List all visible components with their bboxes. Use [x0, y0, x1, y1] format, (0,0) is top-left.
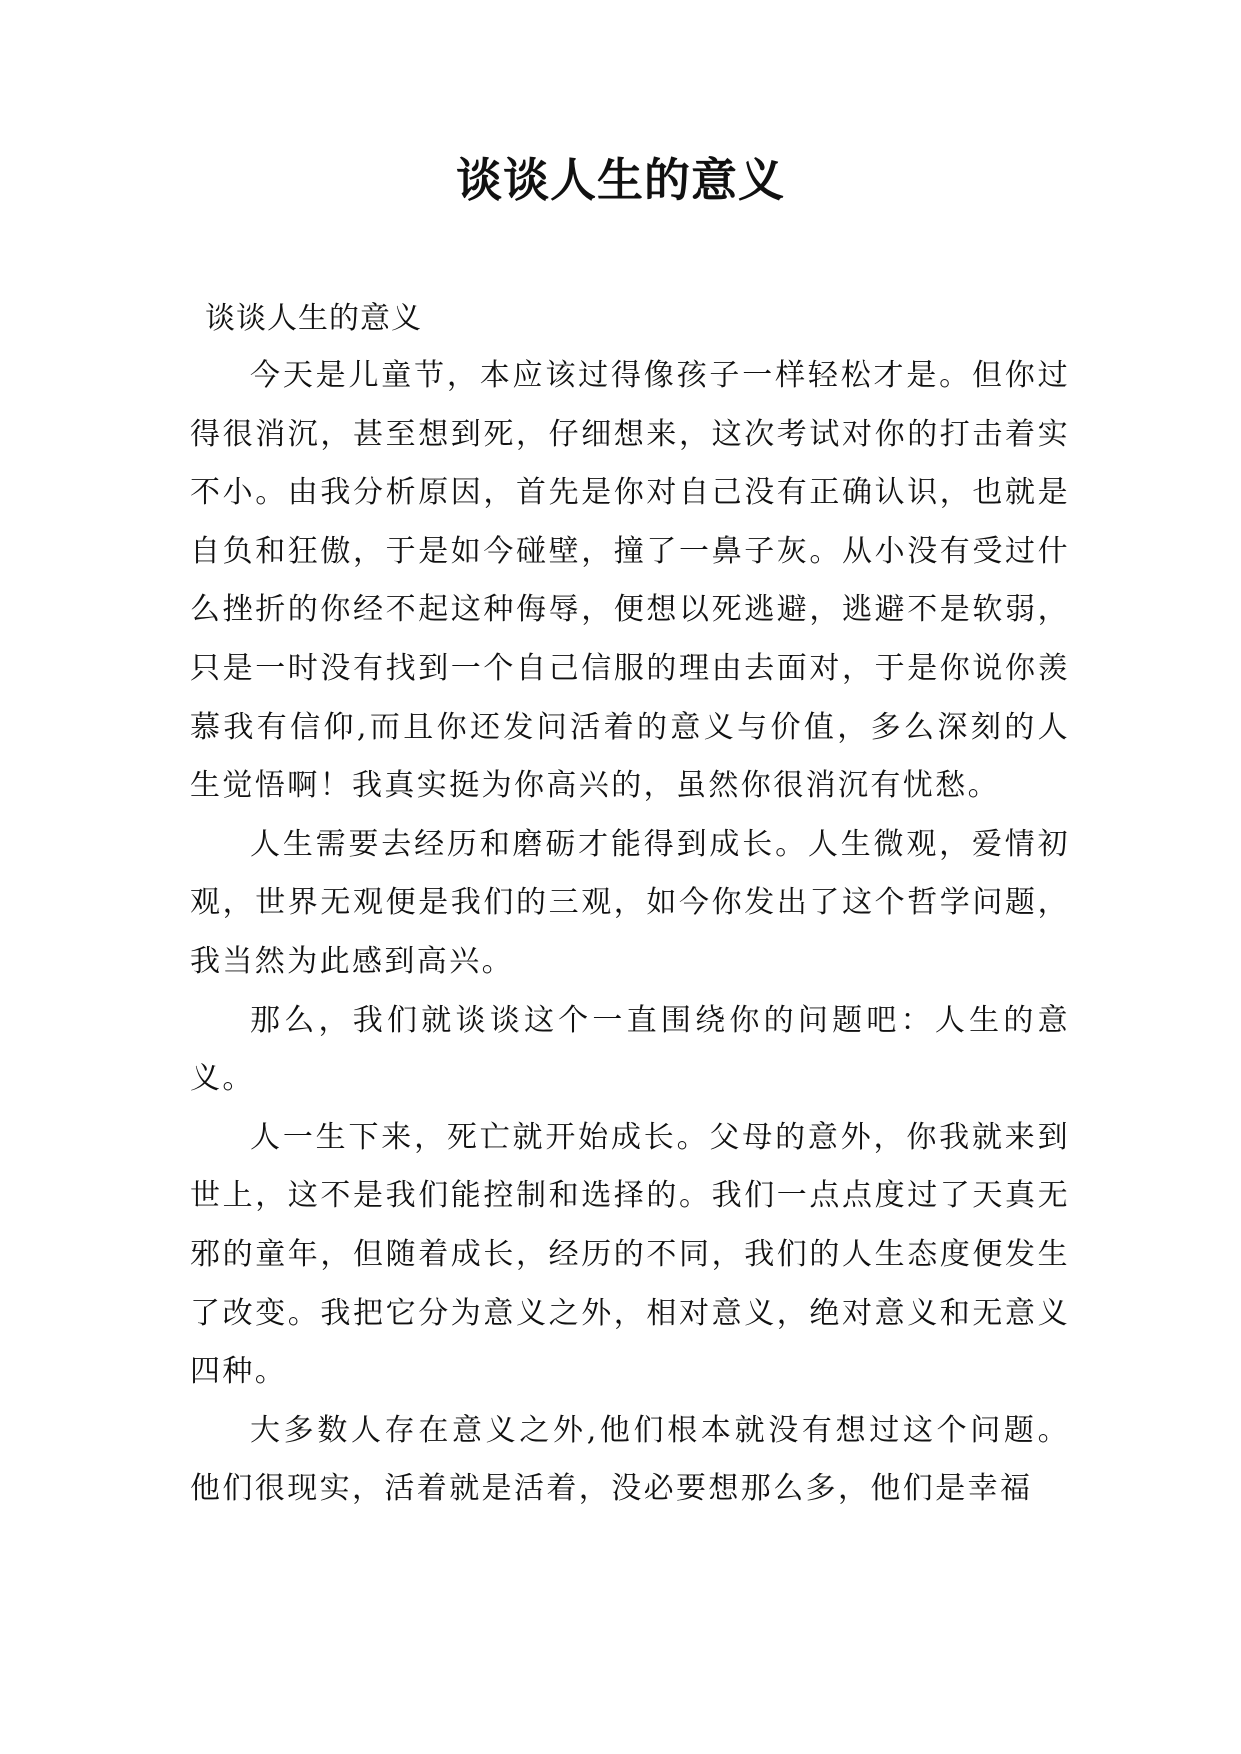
paragraph: 人生需要去经历和磨砺才能得到成长。人生微观，爱情初观，世界无观便是我们的三观，如今你发出了这个哲学问题，我当然为此感到高兴。 [190, 826, 1070, 979]
paragraph: 人一生下来，死亡就开始成长。父母的意外，你我就来到世上，这不是我们能控制和选择的。我们一点点度过了天真无邪的童年，但随着成长，经历的不同，我们的人生态度便发生了改变。我把它分为意义之外，相对意义，绝对意义和无意义四种。 [190, 1119, 1070, 1390]
paragraph: 那么，我们就谈谈这个一直围绕你的问题吧：人生的意义。 [190, 1002, 1070, 1097]
document-body [190, 347, 1070, 1519]
paragraph: 大多数人存在意义之外,他们根本就没有想过这个问题。他们很现实，活着就是活着，没必要想那么多，他们是幸福 [190, 1412, 1070, 1507]
paragraph: 今天是儿童节，本应该过得像孩子一样轻松才是。但你过得很消沉，甚至想到死，仔细想来，这次考试对你的打击着实不小。由我分析原因，首先是你对自己没有正确认识，也就是自负和狂傲，于是如今碰壁，撞了一鼻子灰。从小没有受过什么挫折的你经不起这种侮辱，便想以死逃避，逃避不是软弱，只是一时没有找到一个自己信服的理由去面对，于是你说你羡慕我有信仰,而且你还发问活着的意义与价值，多么深刻的人生觉悟啊！我真实挺为你高兴的，虽然你很消沉有忧愁。 [190, 358, 1070, 804]
document-title: 谈谈人生的意义 [456, 153, 785, 207]
document-subtitle: 谈谈人生的意义 [205, 301, 422, 336]
